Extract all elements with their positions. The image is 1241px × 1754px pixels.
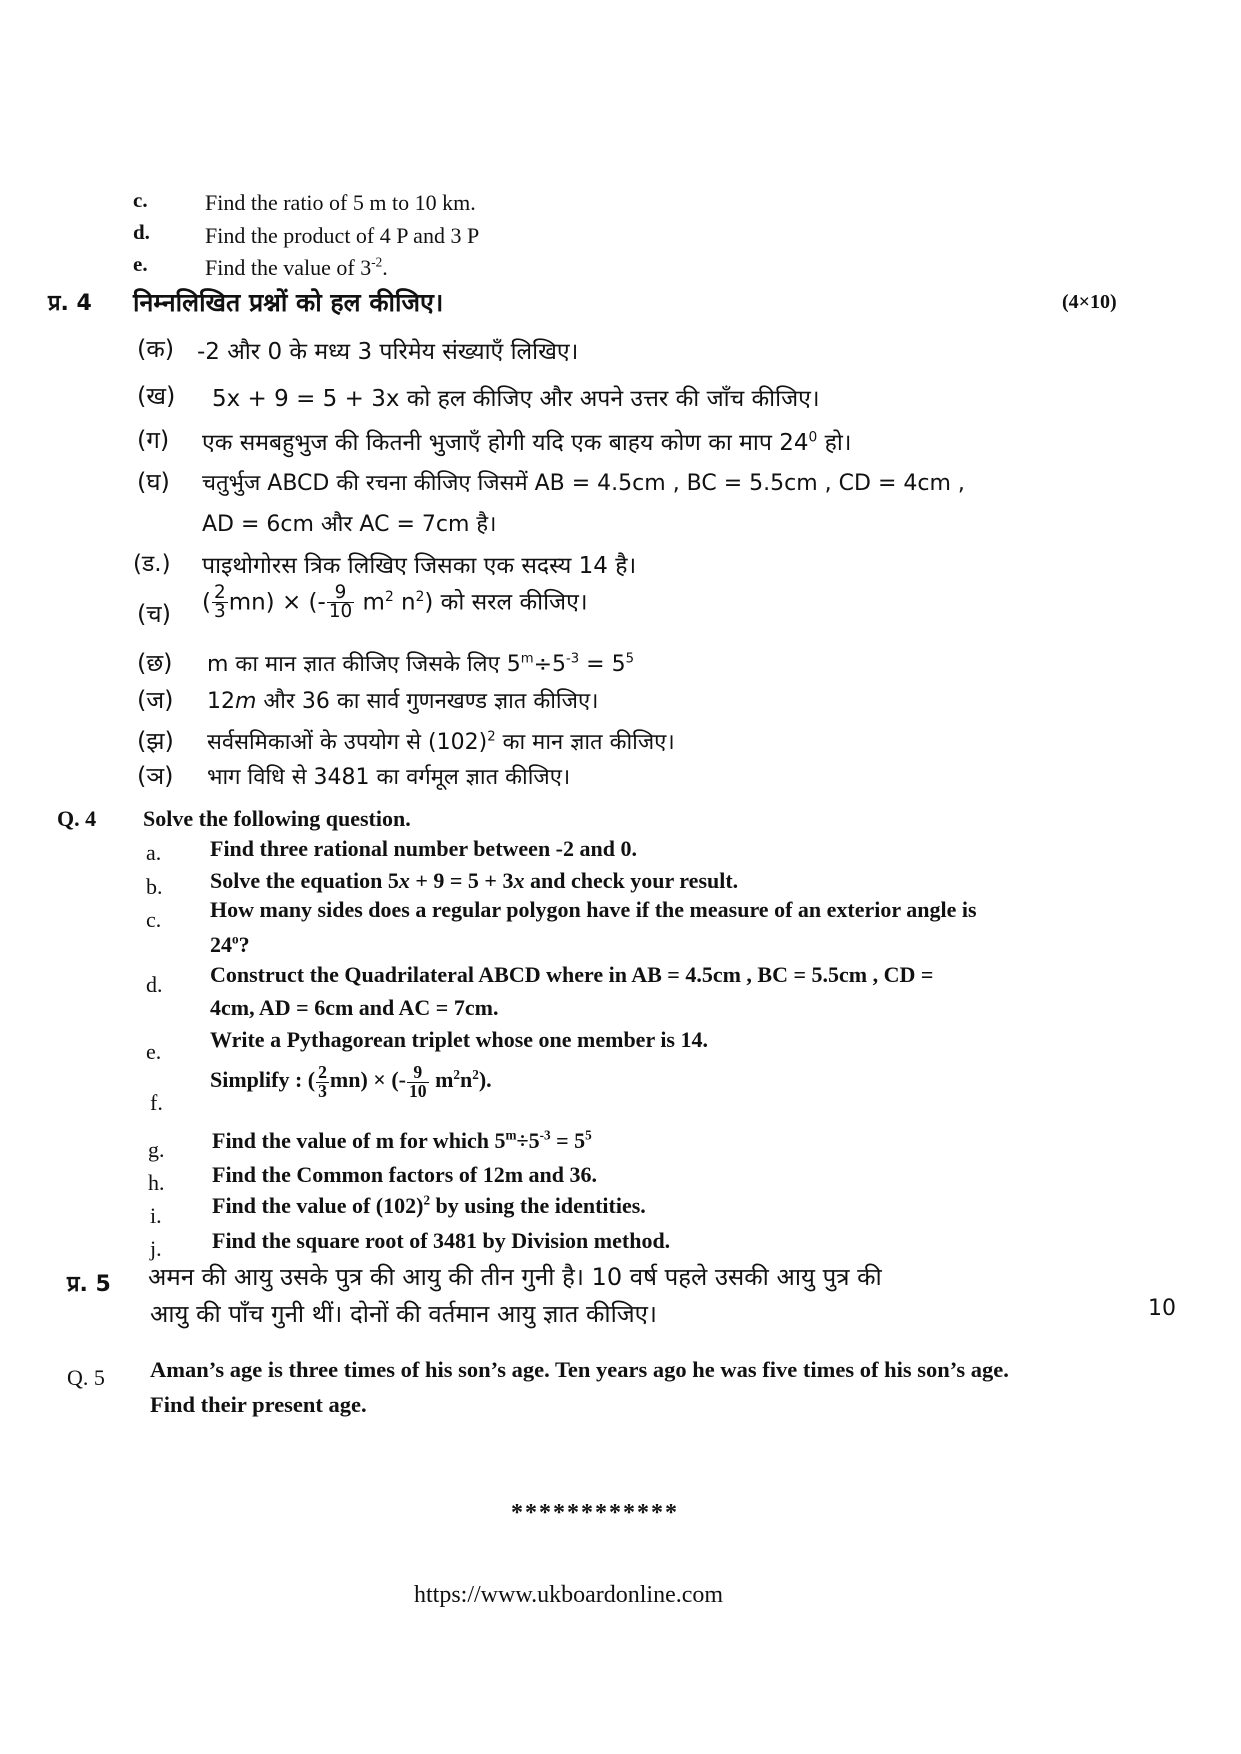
hindi-item-label: (च) (137, 600, 171, 628)
q4-hindi-marks: (4×10) (1062, 291, 1117, 313)
english-item-text: How many sides does a regular polygon have if the measure of an exterior angle is (210, 897, 977, 922)
q4-hindi-heading: निम्नलिखित प्रश्नों को हल कीजिए। (133, 288, 444, 317)
q3-item-text: Find the value of $3^{-2}$. (205, 254, 388, 280)
hindi-item-label: (ग) (137, 426, 170, 454)
english-item-text: Construct the Quadrilateral ABCD where in AB = 4.5cm , BC = 5.5cm , CD = (210, 962, 934, 987)
q3-item-label: c. (133, 188, 148, 212)
english-item-text: Find the Common factors of 12m and 36. (212, 1162, 597, 1187)
english-item-text: Find the value of $(102)^2$ by using the identities. (212, 1192, 646, 1218)
hindi-item-text-line2: AD = 6cm और AC = 7cm है। (202, 512, 497, 537)
english-item-text: Find the square root of 3481 by Division method. (212, 1228, 671, 1253)
q5-hindi-line2: आयु की पाँच गुनी थीं। दोनों की वर्तमान आयु ज्ञात कीजिए। (150, 1300, 657, 1328)
fraction: $\frac{9}{10}$ (328, 582, 353, 623)
english-item-label: a. (146, 840, 162, 865)
hindi-item-text: एक समबहुभुज की कितनी भुजाएँ होगी यदि एक बाहय कोण का माप $24^0$ हो। (202, 429, 852, 456)
hindi-item-text: चतुर्भुज ABCD की रचना कीजिए जिसमें AB = 4.5cm , BC = 5.5cm , CD = 4cm , (202, 471, 965, 496)
hindi-item-label: (ञ) (137, 762, 174, 790)
fraction: $\frac{2}{3}$ (213, 582, 226, 623)
hindi-item-label: (झ) (137, 727, 174, 755)
english-item-label: j. (150, 1236, 162, 1261)
english-item-text-line2: 24$^o$? (210, 931, 250, 957)
english-item-text-line2: 4cm, AD = 6cm and AC = 7cm. (210, 995, 499, 1020)
english-item-text: Find the value of m for which $5^m\div 5^{-3} = 5^5$ (212, 1127, 592, 1153)
hindi-item-label: (ख) (137, 382, 176, 410)
q5-hindi-number: प्र. 5 (67, 1272, 111, 1297)
english-item-label: b. (146, 874, 163, 899)
footer-url: https://www.ukboardonline.com (414, 1582, 724, 1608)
english-item-text: Write a Pythagorean triplet whose one member is 14. (210, 1027, 708, 1052)
english-item-label: f. (150, 1090, 163, 1115)
english-item-text: Find three rational number between -2 and 0. (210, 836, 637, 861)
hindi-item-label: (ड.) (133, 551, 171, 577)
q3-item-text: Find the ratio of 5 m to 10 km. (205, 190, 476, 215)
english-item-text: Simplify : ( $\frac{2}{3}$ mn) × (- $\frac{9}{10}$ $m^2n^2$). (210, 1062, 492, 1101)
q5-english-line2: Find their present age. (150, 1392, 367, 1417)
q4-english-heading: Solve the following question. (143, 806, 411, 831)
q5-english-number: Q. 5 (67, 1365, 105, 1390)
end-stars-divider: ************ (511, 1500, 679, 1526)
english-item-label: g. (148, 1137, 165, 1162)
hindi-item-text: -2 और 0 के मध्य 3 परिमेय संख्याएँ लिखिए। (197, 339, 579, 365)
q3-item-text: Find the product of 4 P and 3 P (205, 223, 480, 248)
fraction: $\frac{9}{10}$ (409, 1062, 427, 1101)
hindi-item-label: (छ) (137, 649, 173, 677)
hindi-item-text: सर्वसमिकाओं के उपयोग से $(102)^2$ का मान ज्ञात कीजिए। (207, 729, 675, 755)
hindi-item-text: ( $\frac{2}{3}$ mn) × (- $\frac{9}{10}$ $m^2$ $n^2$) को सरल कीजिए। (202, 582, 588, 623)
hindi-item-label: (ज) (137, 686, 174, 714)
q4-hindi-number: प्र. 4 (48, 291, 92, 316)
english-item-label: c. (146, 907, 162, 932)
hindi-item-text: पाइथोगोरस त्रिक लिखिए जिसका एक सदस्य 14 है। (202, 553, 637, 579)
english-item-text: Solve the equation 5x + 9 = 5 + 3x and check your result. (210, 868, 739, 893)
hindi-item-text: 5x + 9 = 5 + 3x को हल कीजिए और अपने उत्तर की जाँच कीजिए। (212, 386, 820, 412)
q3-item-label: e. (133, 252, 148, 276)
q5-english-line1: Aman’s age is three times of his son’s age. Ten years ago he was five times of his son’s age. (150, 1357, 1009, 1382)
english-item-label: h. (148, 1170, 165, 1195)
q5-hindi-marks: 10 (1148, 1296, 1176, 1321)
hindi-item-text: भाग विधि से 3481 का वर्गमूल ज्ञात कीजिए। (207, 765, 571, 790)
fraction: $\frac{2}{3}$ (318, 1062, 327, 1101)
english-item-label: i. (150, 1203, 162, 1228)
q3-item-label: d. (133, 220, 150, 244)
english-item-label: d. (146, 972, 163, 997)
q4-english-number: Q. 4 (57, 806, 97, 831)
hindi-item-text: 12m और 36 का सार्व गुणनखण्ड ज्ञात कीजिए। (207, 689, 599, 714)
english-item-label: e. (146, 1039, 162, 1064)
hindi-item-label: (घ) (137, 468, 170, 496)
hindi-item-text: m का मान ज्ञात कीजिए जिसके लिए $5^m\div 5^{-3} = 5^5$ (207, 651, 634, 677)
hindi-item-label: (क) (137, 335, 175, 363)
q5-hindi-line1: अमन की आयु उसके पुत्र की आयु की तीन गुनी है। 10 वर्ष पहले उसकी आयु पुत्र की (148, 1263, 882, 1291)
